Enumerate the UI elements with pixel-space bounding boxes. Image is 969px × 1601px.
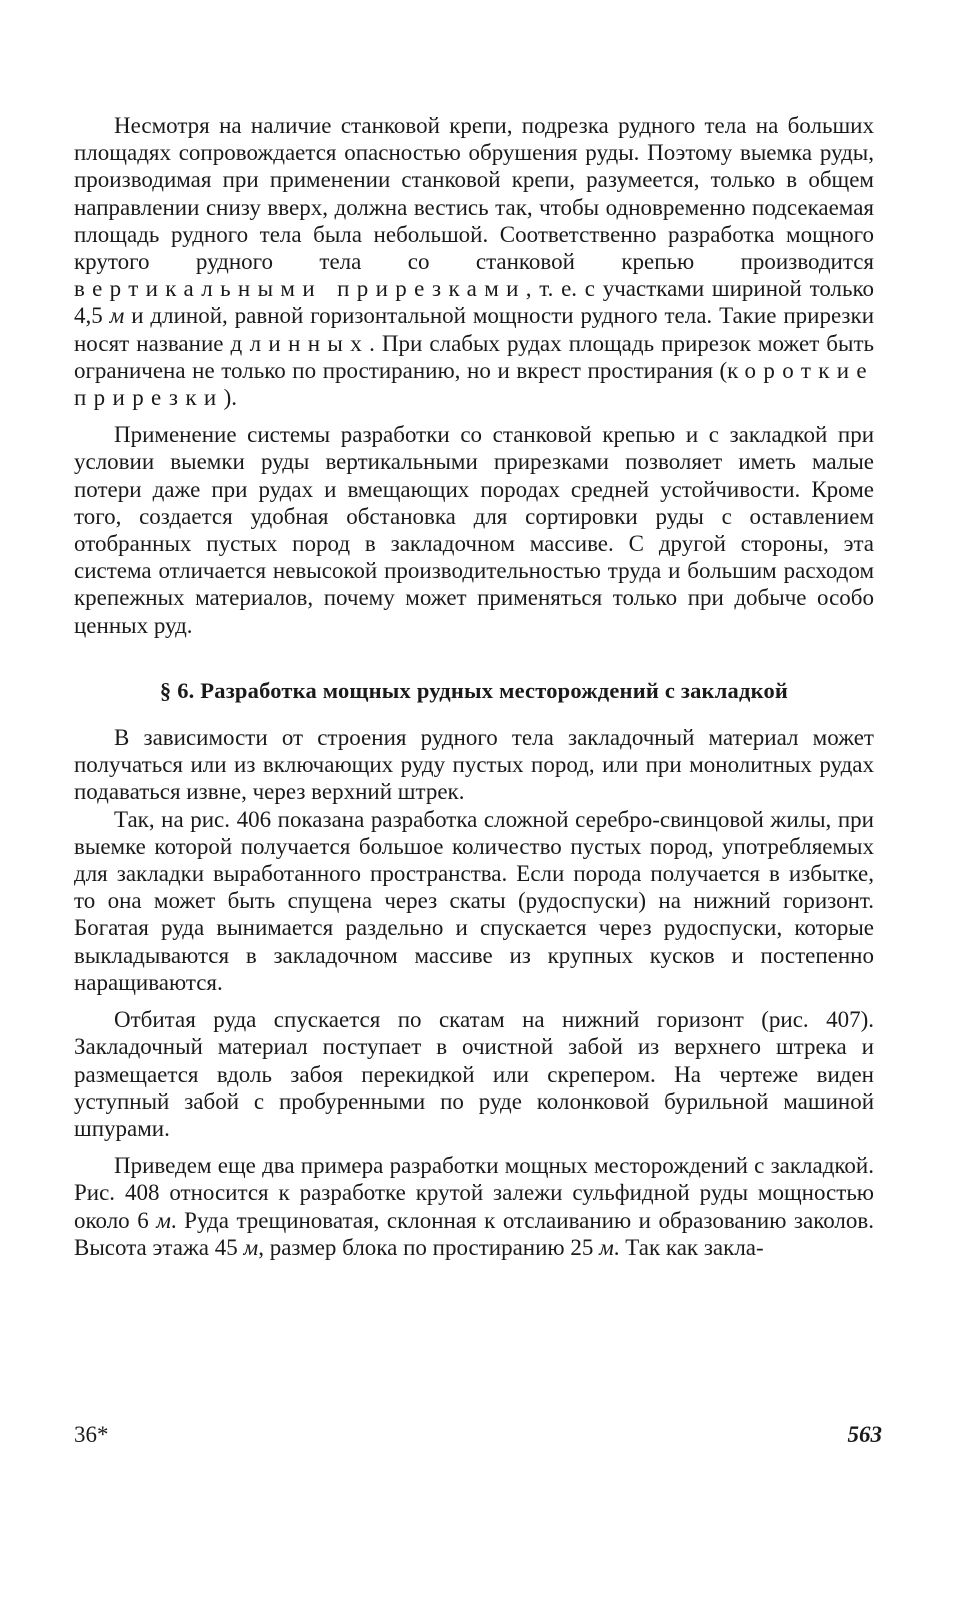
paragraph-fig-407: Отбитая руда спускается по скатам на нижний горизонт (рис. 407). Закладочный материал поступает в очистной забой из верхнего штрека и размещается вдоль забоя перекидкой или скрепером. На чертеже виден уступный забой с пробуренными по руде колонковой бурильной машиной шпурами. — [74, 1007, 874, 1141]
paragraph-system-application: Применение системы разработки со станковой крепью и с закладкой при условии выемки руды вертикальными прирезками позволяет иметь малые потери даже при рудах и вмещающих породах средней устойчивости. Кроме того, создается удобная обстановка для сортировки руды с оставлением отобранных пустых пород в закладочном массиве. С другой стороны, эта система отличается невысокой производительностью труда и большим расходом крепежных материалов, почему может применяться только при добыче особо ценных руд. — [74, 422, 874, 638]
section-heading: § 6. Разработка мощных рудных месторождений с закладкой — [159, 677, 789, 703]
spaced-term: короткие прирезки — [74, 357, 874, 411]
text-run: . Так как закла- — [613, 1234, 764, 1260]
unit: м — [156, 1207, 171, 1233]
text-run: и длиной, равной горизонтальной мощности рудного тела. Такие прирезки носят название — [74, 303, 875, 356]
paragraph-fill-material: В зависимости от строения рудного тела закладочный материал может получаться или из включающих руду пустых пород, или при монолитных рудах подаваться извне, через верхний штрек. — [74, 725, 874, 805]
page-footer — [74, 1422, 882, 1448]
text-run: . Руда трещиноватая, склонная к отслаиванию и образованию заколов. Высота этажа 45 — [74, 1207, 874, 1260]
text-run: Приведем еще два примера разработки мощных месторождений с закладкой. Рис. 408 относится к разработке крутой залежи сульфидной руды мощностью около 6 — [74, 1153, 874, 1233]
text-run: , размер блока по простиранию 25 — [258, 1234, 600, 1260]
text-run: ). — [223, 385, 237, 411]
unit: м — [599, 1234, 614, 1260]
unit: м — [109, 303, 125, 329]
spaced-term: длинных — [230, 330, 370, 356]
paragraph-stanchion-support — [74, 112, 874, 411]
text-run: . При слабых рудах площадь прирезок может быть ограничена не только по простиранию, но и вкрест простирания ( — [74, 330, 874, 383]
text-run: , т. е. с участками шириной только 4,5 — [74, 276, 874, 329]
page-body — [74, 112, 874, 1261]
paragraph-fig-406: Так, на рис. 406 показана разработка сложной серебро-свинцовой жилы, при выемке которой получается большое количество пустых пород, употребляемых для закладки выработанного пространства. Если порода получается в избытке, то она может быть спущена через скаты (рудоспуски) на нижний горизонт. Богатая руда вынимается раздельно и спускается через рудоспуски, которые выкладываются в закладочном массиве из крупных кусков и постепенно наращиваются. — [74, 806, 874, 995]
page-number: 563 — [847, 1422, 882, 1447]
printer-signature: 36* — [74, 1422, 109, 1447]
spaced-term: вертикальными прирезками — [74, 276, 526, 302]
text-run: Несмотря на наличие станковой крепи, подрезка рудного тела на больших площадях сопровождается опасностью обрушения руды. Поэтому выемка руды, производимая при применении станковой крепи, разумеется, только в общем направлении снизу вверх, должна вестись так, чтобы одновременно подсекаемая площадь рудного тела была небольшой. Соответственно разработка мощного крутого рудного тела со станковой крепью производится — [74, 113, 874, 275]
unit: м — [243, 1234, 259, 1260]
paragraph-fig-408 — [74, 1152, 874, 1261]
